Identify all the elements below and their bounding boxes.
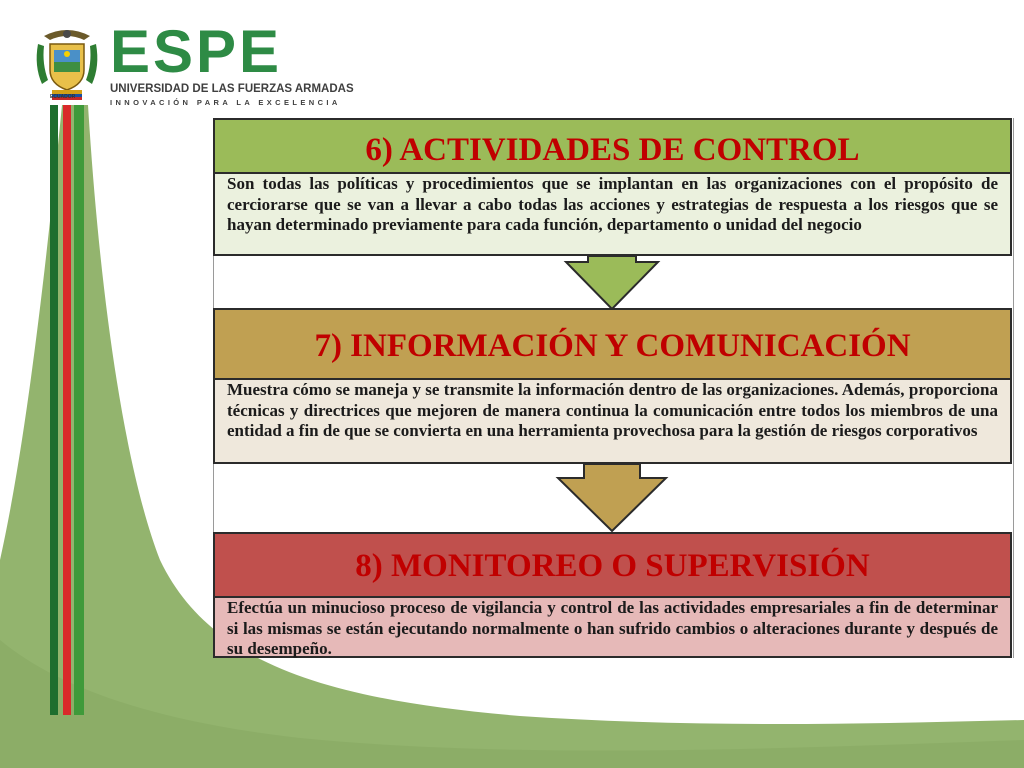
down-arrow-icon bbox=[562, 256, 662, 312]
step-8-title-text: 8) MONITOREO O SUPERVISIÓN bbox=[355, 548, 870, 584]
espe-logo bbox=[28, 18, 354, 107]
country-label: ECUADOR bbox=[50, 94, 76, 100]
brand-motto: INNOVACIÓN PARA LA EXCELENCIA bbox=[110, 98, 341, 107]
step-6-description: Son todas las políticas y procedimientos que se implantan en las organizaciones con el propósito de cerciorarse que se van a llevar a cabo todas las acciones y estrategias de respuesta a los riesgos que se hayan determinado previamente para cada función, departamento o unidad del negocio bbox=[213, 174, 1012, 256]
step-7-description: Muestra cómo se maneja y se transmite la información dentro de las organizaciones. Además, proporciona técnicas y directrices que mejoren de manera continua la comunicación entre todos los miembros de una entidad a fin de que se convierta en una herramienta provechosa para la gestión de riesgos corporativos bbox=[213, 380, 1012, 464]
step-7-title: 7) INFORMACIÓN Y COMUNICACIÓN bbox=[213, 308, 1012, 380]
stripe-dark-green bbox=[50, 105, 58, 715]
stripe-green bbox=[74, 105, 84, 715]
ecuador-coat-of-arms-icon bbox=[34, 26, 100, 102]
step-8-title bbox=[213, 532, 1012, 598]
brand-block bbox=[110, 18, 354, 107]
stripe-red bbox=[63, 105, 71, 715]
step-8-description: Efectúa un minucioso proceso de vigilancia y control de las actividades empresariales a fin de determinar si las mismas se están ejecutando normalmente o han sufrido cambios o alteraciones durante y después de su desempeño. bbox=[213, 598, 1012, 658]
brand-name: ESPE bbox=[110, 18, 283, 85]
step-6-title: 6) ACTIVIDADES DE CONTROL bbox=[213, 118, 1012, 174]
down-arrow-icon bbox=[554, 464, 670, 534]
brand-subtitle: UNIVERSIDAD DE LAS FUERZAS ARMADAS bbox=[110, 83, 354, 95]
